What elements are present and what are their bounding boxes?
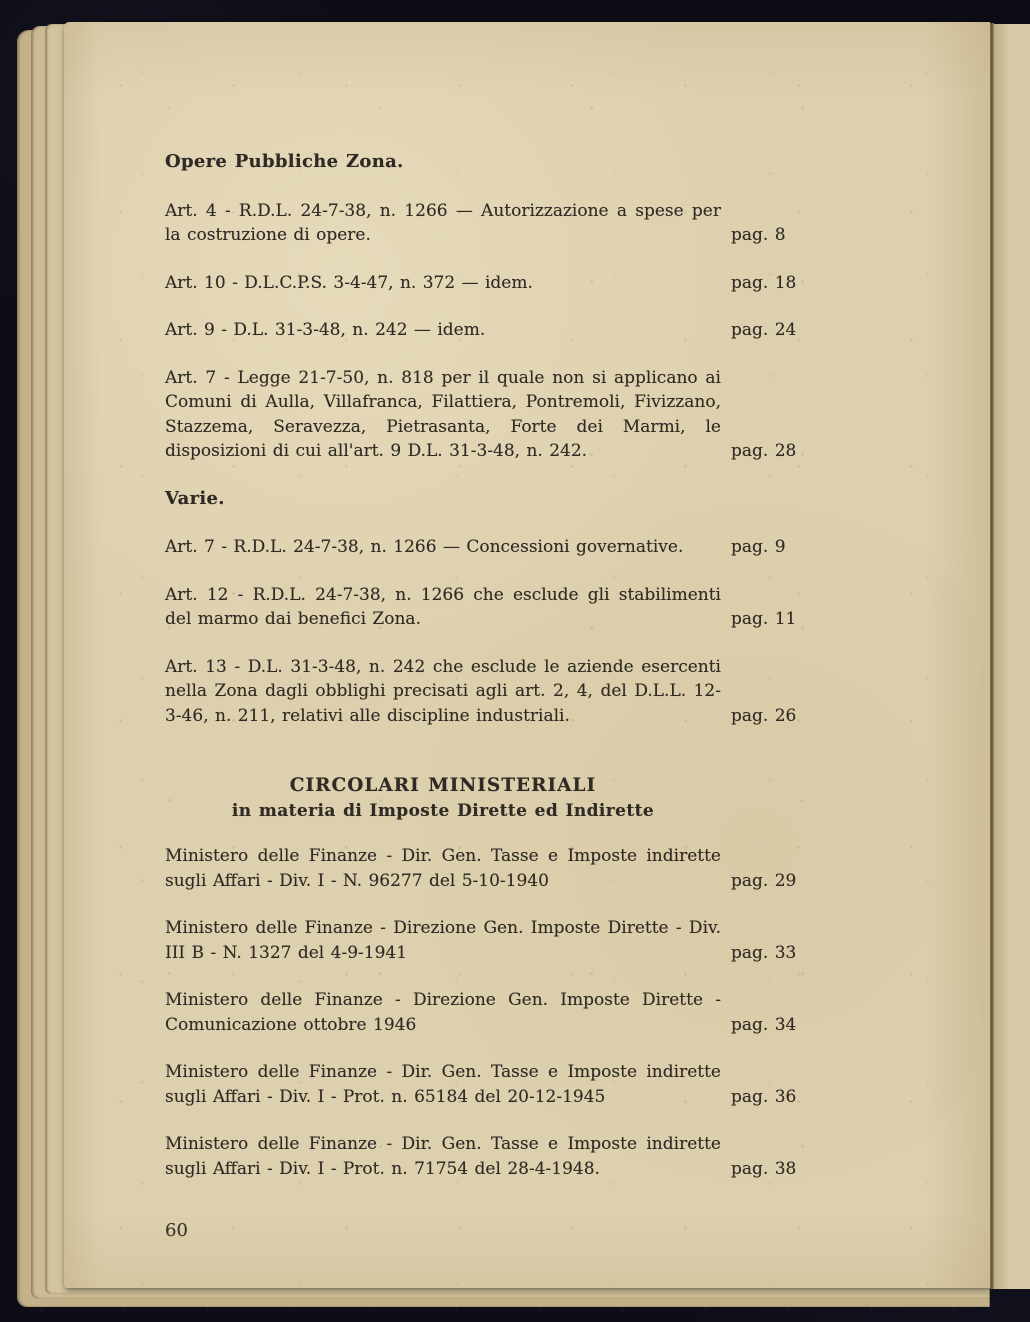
toc-entry-text: Ministero delle Finanze - Direzione Gen. Imposte Dirette - Div. III B - N. 1327 del 4-9-1941 [165,918,721,963]
toc-entry-text: Ministero delle Finanze - Direzione Gen. Imposte Dirette - Comunicazione ottobre 1946 [165,990,721,1035]
toc-entry-page-ref: pag. 28 [731,441,797,461]
toc-entry [165,366,813,464]
toc-entry [165,271,813,296]
toc-entry [165,844,813,893]
toc-entry-page-ref: pag. 29 [731,870,797,891]
center-heading [165,774,721,823]
toc-entry-text: Ministero delle Finanze - Dir. Gen. Tasse e Imposte indirette sugli Affari - Div. I - Prot. n. 71754 del 28-4-1948. [165,1134,721,1179]
toc-entry [165,1132,813,1181]
toc-entry [165,318,813,343]
toc-entry-page-ref: pag. 36 [731,1086,797,1107]
toc-entry-text: Art. 9 - D.L. 31-3-48, n. 242 — idem. [165,320,486,340]
center-heading-line: CIRCOLARI MINISTERIALI [289,775,597,796]
section-heading: Varie. [165,487,225,509]
toc-entry [165,535,813,560]
center-heading-line: in materia di Imposte Dirette ed Indirette [231,800,655,821]
book-page [64,22,990,1288]
toc-content [165,150,813,1204]
toc-entry-text: Art. 4 - R.D.L. 24-7-38, n. 1266 — Autorizzazione a spese per la costruzione di opere. [165,200,721,245]
toc-entry [165,916,813,965]
toc-entry [165,988,813,1037]
toc-entry-text: Art. 10 - D.L.C.P.S. 3-4-47, n. 372 — idem. [165,272,533,293]
toc-entry [165,199,813,248]
toc-entry-page-ref: pag. 18 [731,272,797,293]
toc-entry-page-ref: pag. 34 [731,1014,797,1035]
toc-entry-text: Ministero delle Finanze - Dir. Gen. Tasse e Imposte indirette sugli Affari - Div. I - N. 96277 del 5-10-1940 [165,846,721,891]
toc-entry-page-ref: pag. 11 [731,609,797,629]
toc-entry [165,583,813,632]
toc-entry-page-ref: pag. 33 [731,942,797,963]
toc-entry [165,1060,813,1109]
page-number: 60 [165,1220,188,1241]
toc-entry-text: Art. 13 - D.L. 31-3-48, n. 242 che esclude le aziende esercenti nella Zona dagli obblighi precisati agli art. 2, 4, del D.L.L. 12-3-46, n. 211, relativi alle discipline industriali. [165,656,721,726]
facing-page-edge [994,24,1030,1289]
toc-entry-text: Art. 7 - Legge 21-7-50, n. 818 per il quale non si applicano ai Comuni di Aulla, Villafranca, Filattiera, Pontremoli, Fivizzano, Stazzema, Seravezza, Pietrasanta, Forte dei Marmi, le disposizioni di cui all'art. 9 D.L. 31-3-48, n. 242. [165,367,721,461]
toc-entry-page-ref: pag. 9 [731,537,786,557]
toc-entry-page-ref: pag. 26 [731,705,797,726]
section-heading: Opere Pubbliche Zona. [165,151,404,172]
toc-entry-text: Art. 12 - R.D.L. 24-7-38, n. 1266 che esclude gli stabilimenti del marmo dai benefici Zona. [165,584,721,629]
toc-entry-page-ref: pag. 38 [731,1158,797,1179]
toc-entry [165,655,813,729]
toc-entry-text: Ministero delle Finanze - Dir. Gen. Tasse e Imposte indirette sugli Affari - Div. I - Prot. n. 65184 del 20-12-1945 [165,1062,721,1107]
toc-entry-text: Art. 7 - R.D.L. 24-7-38, n. 1266 — Concessioni governative. [165,537,684,557]
toc-entry-page-ref: pag. 8 [731,225,786,245]
toc-entry-page-ref: pag. 24 [731,320,797,340]
